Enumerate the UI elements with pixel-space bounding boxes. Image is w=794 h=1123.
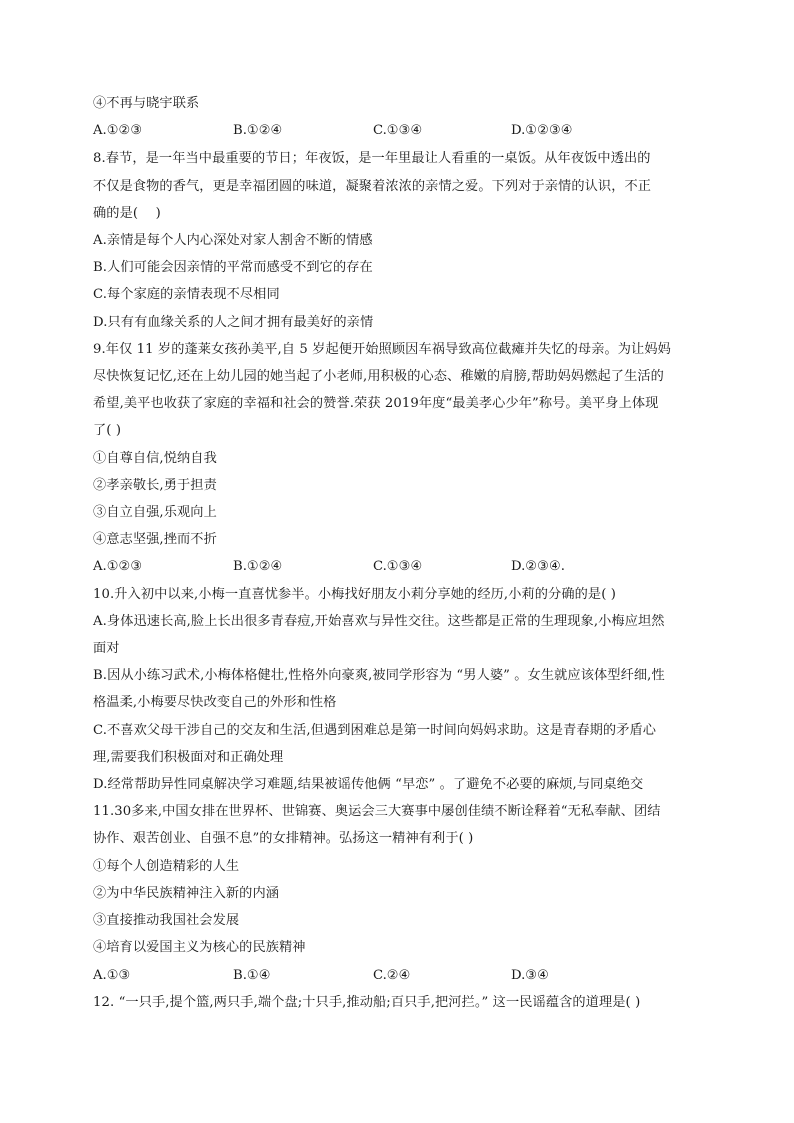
- question-9-stem: 9.年仅 11 岁的蓬莱女孩孙美平,自 5 岁起便开始照顾因车祸导致高位截瘫并失忆的母亲。为让妈妈: [93, 342, 671, 357]
- option-d: D.经常帮助异性同桌解决学习难题,结果被谣传他俩 “早恋” 。了避免不必要的麻烦,与同桌绝交: [93, 777, 644, 792]
- statement-2: ②为中华民族精神注入新的内涵: [93, 886, 280, 901]
- option-d: D.只有有血缘关系的人之间才拥有最美好的亲情: [93, 315, 374, 330]
- question-8-stem: 8.春节，是一年当中最重要的节日；年夜饭，是一年里最让人看重的一桌饭。从年夜饭中透出的: [93, 151, 651, 166]
- option-a: A.身体迅速长高,脸上长出很多青春痘,开始喜欢与异性交往。这些都是正常的生理现象,小梅应坦然: [93, 614, 665, 629]
- option-b: B.①④: [233, 968, 271, 983]
- option-a: A.①③: [93, 968, 131, 983]
- option-b: B.因从小练习武术,小梅体格健壮,性格外向豪爽,被同学形容为 “男人婆” 。女生就应该体型纤细,性: [93, 668, 665, 683]
- option-c: 理,需要我们积极面对和正确处理: [93, 750, 284, 765]
- option-c: C.每个家庭的亲情表现不尽相同: [93, 287, 280, 302]
- option-b: B.人们可能会因亲情的平常而感受不到它的存在: [93, 260, 373, 275]
- option-a: 面对: [93, 641, 120, 656]
- question-9-stem: 希望,美平也收获了家庭的幸福和社会的赞誉.荣获 2019年度“最美孝心少年”称号。美平身上体现: [93, 396, 659, 411]
- statement-4: ④培育以爱国主义为核心的民族精神: [93, 940, 306, 955]
- question-10-stem: 10.升入初中以来,小梅一直喜忧参半。小梅找好朋友小莉分享她的经历,小莉的分确的是( ): [93, 587, 616, 602]
- option-a: A.亲情是每个人内心深处对家人割舍不断的情感: [93, 233, 373, 248]
- statement-1: ①每个人创造精彩的人生: [93, 859, 240, 874]
- question-9-stem: 尽快恢复记忆,还在上幼儿园的她当起了小老师,用积极的心态、稚嫩的肩膀,帮助妈妈燃起了生活的: [93, 369, 664, 384]
- option-a: A.①②③: [93, 559, 143, 574]
- option-d: D.③④: [511, 968, 549, 983]
- question-12-stem: 12. “一只手,提个篮,两只手,端个盘;十只手,推动船;百只手,把河拦。” 这一民谣蕴含的道理是( ): [93, 995, 641, 1010]
- q9-options: [93, 557, 713, 577]
- question-9-stem: 了( ): [93, 423, 122, 438]
- question-8-stem: 不仅是食物的香气，更是幸福团圆的味道，凝聚着浓浓的亲情之爱。下列对于亲情的认识，不正: [93, 179, 652, 194]
- question-11-stem: 协作、艰苦创业、自强不息”的女排精神。弘扬这一精神有利于( ): [93, 831, 474, 846]
- question-11-stem: 11.30多来,中国女排在世界杯、世锦赛、奥运会三大赛事中屡创佳绩不断诠释着“无私奉献、团结: [93, 804, 661, 819]
- option-d: D.①②③④: [511, 123, 573, 138]
- option-c: C.①③④: [373, 559, 423, 574]
- option-c: C.①③④: [373, 123, 423, 138]
- q11-options: [93, 966, 713, 986]
- statement-4: ④意志坚强,挫而不折: [93, 532, 217, 547]
- option-b: B.①②④: [233, 559, 283, 574]
- option-c: C.不喜欢父母干涉自己的交友和生活,但遇到困难总是第一时间向妈妈求助。这是青春期的矛盾心: [93, 723, 657, 738]
- option-a: A.①②③: [93, 123, 143, 138]
- text-line: ④不再与晓宇联系: [93, 96, 200, 111]
- option-b: 格温柔,小梅要尽快改变自己的外形和性格: [93, 695, 337, 710]
- statement-2: ②孝亲敬长,勇于担责: [93, 478, 217, 493]
- statement-1: ①自尊自信,悦纳自我: [93, 451, 217, 466]
- option-c: C.②④: [373, 968, 411, 983]
- statement-3: ③自立自强,乐观向上: [93, 505, 217, 520]
- q7-options: [93, 121, 713, 141]
- option-d: D.②③④.: [511, 559, 565, 574]
- statement-3: ③直接推动我国社会发展: [93, 913, 240, 928]
- option-b: B.①②④: [233, 123, 283, 138]
- question-8-stem: 确的是( ): [93, 206, 161, 221]
